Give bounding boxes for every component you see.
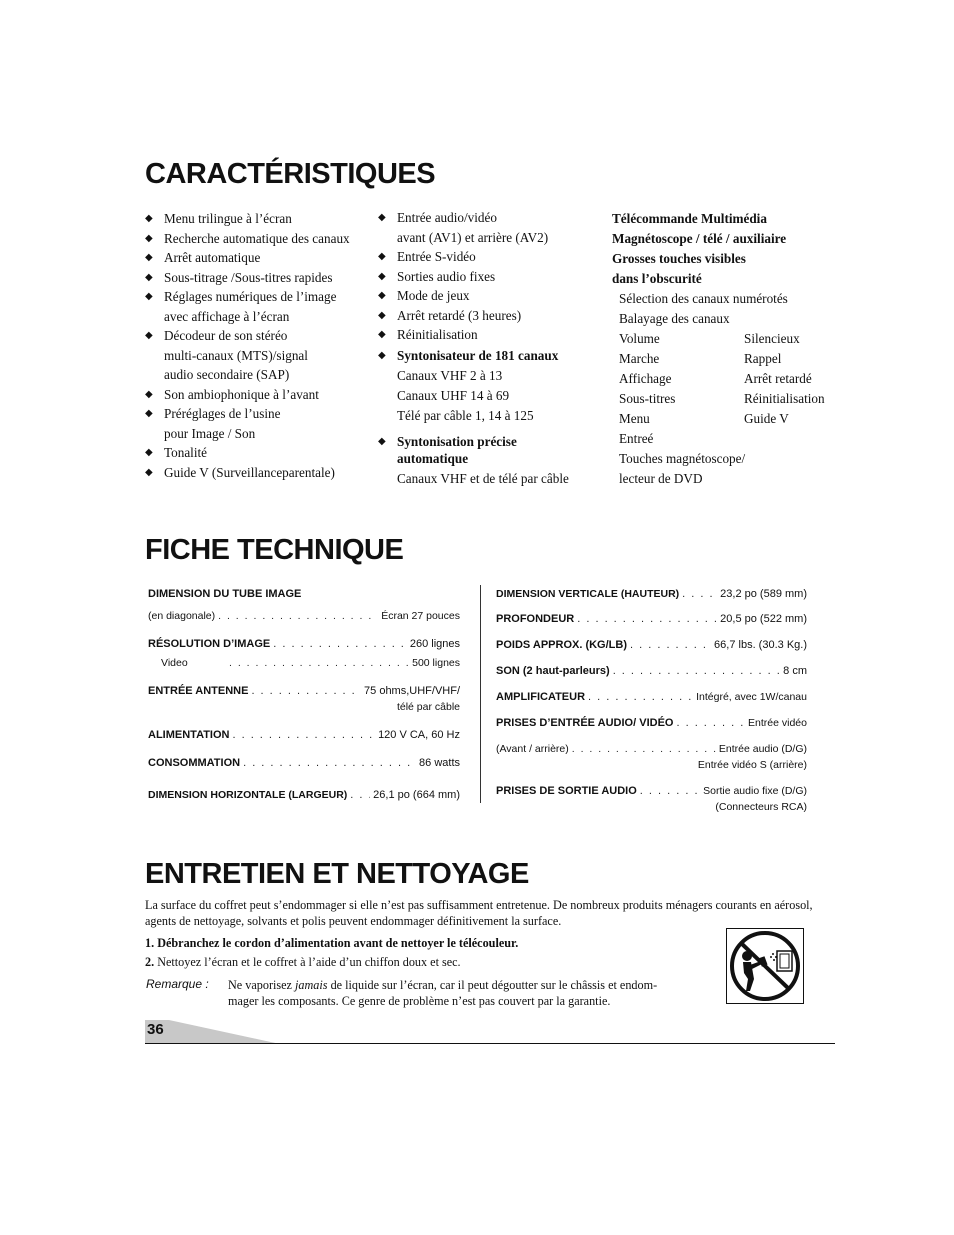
spec-sublabel: Video (161, 657, 188, 669)
feature-text: Recherche automatique des canaux (164, 230, 350, 246)
feature-item (145, 404, 370, 443)
spec-value: 8 cm (783, 665, 807, 677)
spec-label: DIMENSION HORIZONTALE (LARGEUR) (148, 789, 348, 801)
diamond-bullet-icon: ◆ (378, 212, 386, 223)
remote-key-pair (612, 409, 842, 429)
spec-row (148, 655, 460, 671)
spec-label: POIDS APPROX. (KG/LB) (496, 639, 627, 651)
tuner-line: Canaux VHF 2 à 13 (397, 368, 503, 383)
feature-text: Son ambiophonique à l’avant (164, 386, 319, 402)
remote-key: Sous-titres (619, 391, 676, 406)
care-title: ENTRETIEN ET NETTOYAGE (145, 858, 529, 890)
spec-label: ALIMENTATION (148, 729, 230, 741)
diamond-bullet-icon: ◆ (145, 232, 153, 244)
spec-row (496, 663, 807, 679)
feature-item (145, 443, 370, 463)
spec-value: Écran 27 pouces (381, 610, 460, 622)
feature-text: Tonalité (164, 445, 208, 460)
spec-label: DIMENSION VERTICALE (HAUTEUR) (496, 588, 680, 600)
feature-text: Préréglages de l’usine (164, 406, 281, 421)
spec-value: 500 lignes (412, 657, 460, 669)
remote-heading-line: dans l’obscurité (612, 271, 702, 286)
feature-text: Arrêt automatique (164, 250, 261, 265)
spec-row (148, 755, 460, 771)
feature-text: Menu trilingue à l’écran (164, 211, 292, 226)
step-number: 2. (145, 955, 155, 969)
spec-label: RÉSOLUTION D’IMAGE (148, 638, 271, 650)
remote-key-pair (612, 369, 842, 389)
spec-row (496, 783, 807, 799)
page-tab (145, 1020, 280, 1044)
remote-pairs (612, 329, 842, 429)
note-label: Remarque : (146, 977, 209, 991)
tuner-line: Canaux UHF 14 à 69 (397, 388, 510, 403)
spec-row (496, 611, 807, 627)
feature-item (378, 267, 603, 287)
remote-line: Sélection des canaux numérotés (619, 291, 788, 306)
spec-label: PRISES D’ENTRÉE AUDIO/ VIDÉO (496, 717, 674, 729)
diamond-bullet-icon: ◆ (378, 329, 386, 340)
specs-right (496, 586, 807, 815)
footer-rule (145, 1043, 835, 1044)
spec-sublabel: (Avant / arrière) (496, 743, 569, 755)
diamond-bullet-icon: ◆ (145, 388, 153, 400)
features-list-2 (378, 208, 603, 345)
spec-value: 120 V CA, 60 Hz (378, 729, 460, 741)
remote-key: Menu (619, 411, 650, 426)
remote-heading-line: Télécommande Multimédia (612, 211, 767, 226)
step-text: Débranchez le cordon d’alimentation avant de nettoyer le télécouleur. (157, 936, 519, 950)
spec-value: Sortie audio fixe (D/G) (703, 785, 807, 797)
feature-item (145, 326, 370, 385)
feature-text: avec affichage à l’écran (164, 308, 290, 324)
spec-row (148, 636, 460, 652)
spec-value: 260 lignes (409, 638, 460, 650)
feature-text: Réinitialisation (397, 327, 478, 342)
spec-row (496, 689, 807, 705)
spec-row (496, 741, 807, 757)
step-number: 1. (145, 936, 155, 950)
tuner-lines (378, 366, 603, 426)
feature-text: pour Image / Son (164, 425, 256, 441)
spec-row (496, 586, 807, 602)
note-text (228, 977, 708, 1009)
remote-key: Rappel (744, 351, 782, 366)
feature-item (378, 247, 603, 267)
feature-text: Sorties audio fixes (397, 268, 496, 284)
spec-label: AMPLIFICATEUR (496, 691, 586, 703)
diamond-bullet-icon: ◆ (145, 271, 153, 283)
feature-text: Réglages numériques de l’image (164, 289, 337, 304)
spec-sublabel: (en diagonale) (148, 610, 216, 622)
specs-left (148, 586, 460, 803)
spec-value: 23,2 po (589 mm) (720, 588, 807, 600)
remote-key: Marche (619, 351, 660, 366)
feature-item (145, 463, 370, 483)
spec-value: 66,7 lbs. (30.3 Kg.) (714, 639, 807, 651)
diamond-bullet-icon: ◆ (378, 251, 386, 262)
diamond-bullet-icon: ◆ (145, 213, 153, 224)
diamond-bullet-icon: ◆ (145, 252, 153, 263)
spec-label: PRISES DE SORTIE AUDIO (496, 785, 637, 797)
spec-value: Intégré, avec 1W/canau (696, 691, 807, 703)
finetune-title-1: Syntonisation précise (397, 434, 517, 449)
no-spray-icon (726, 928, 804, 1004)
feature-item (145, 287, 370, 326)
feature-text: Sous-titrage /Sous-titres rapides (164, 269, 333, 285)
remote-line: Touches magnétoscope/ (619, 451, 746, 466)
remote-tail (612, 429, 842, 489)
diamond-bullet-icon: ◆ (378, 350, 386, 361)
spec-label: ENTRÉE ANTENNE (148, 685, 249, 697)
finetune-title-2: automatique (397, 451, 469, 466)
diamond-bullet-icon: ◆ (378, 290, 386, 301)
feature-item (145, 209, 370, 229)
remote-heading (612, 209, 842, 289)
spec-value: 86 watts (419, 757, 460, 769)
spec-row (148, 608, 460, 624)
spec-row (148, 787, 460, 803)
feature-text: Entrée S-vidéo (397, 249, 476, 264)
diamond-bullet-icon: ◆ (378, 270, 386, 282)
page-number: 36 (147, 1021, 164, 1038)
feature-text: Entrée audio/vidéo (397, 210, 497, 225)
features-list-1 (145, 209, 370, 482)
feature-item (378, 306, 603, 326)
spec-row (496, 715, 807, 731)
spec-value: télé par câble (396, 701, 460, 713)
spec-value: Entrée vidéo (748, 717, 807, 729)
spec-label: DIMENSION DU TUBE IMAGE (148, 588, 302, 600)
remote-key: Arrêt retardé (744, 371, 812, 386)
spec-label: PROFONDEUR (496, 613, 575, 625)
spec-value: 26,1 po (664 mm) (373, 789, 460, 801)
care-step-2 (145, 954, 715, 970)
note-text-part: Ne vaporisez (228, 978, 296, 992)
feature-item (378, 286, 603, 306)
feature-text: avant (AV1) et arrière (AV2) (397, 229, 549, 245)
feature-text: multi-canaux (MTS)/signal (164, 347, 308, 363)
remote-key-pair (612, 389, 842, 409)
feature-item (378, 208, 603, 247)
remote-key: Affichage (619, 371, 672, 386)
remote-heading-line: Magnétoscope / télé / auxiliaire (612, 231, 787, 246)
specs-title: FICHE TECHNIQUE (145, 534, 404, 566)
diamond-bullet-icon: ◆ (145, 291, 153, 302)
spec-value: 20,5 po (522 mm) (720, 613, 807, 625)
spec-row (148, 683, 460, 699)
care-step-1 (145, 935, 715, 951)
feature-item (145, 268, 370, 288)
spec-value: Entrée audio (D/G) (718, 743, 807, 755)
remote-line: Balayage des canaux (619, 311, 730, 326)
feature-item (145, 229, 370, 249)
diamond-bullet-icon: ◆ (145, 447, 153, 458)
step-text: Nettoyez l’écran et le coffret à l’aide d’un chiffon doux et sec. (157, 955, 461, 969)
remote-key: Guide V (744, 411, 789, 426)
feature-text: Décodeur de son stéréo (164, 328, 288, 343)
diamond-bullet-icon: ◆ (145, 408, 153, 419)
spec-value: Entrée vidéo S (arrière) (697, 759, 807, 771)
diamond-bullet-icon: ◆ (145, 330, 153, 341)
remote-line: Entreé (619, 431, 654, 446)
remote-key: Volume (619, 331, 660, 346)
finetune-line: Canaux VHF et de télé par câble (397, 471, 569, 486)
diamond-bullet-icon: ◆ (378, 436, 386, 447)
features-title: CARACTÉRISTIQUES (145, 158, 436, 190)
spec-row (496, 637, 807, 653)
spec-value: (Connecteurs RCA) (715, 801, 807, 813)
remote-heading-line: Grosses touches visibles (612, 251, 746, 266)
remote-key: Silencieux (744, 331, 800, 346)
spec-value: 75 ohms,UHF/VHF/ (364, 685, 460, 697)
feature-item (145, 385, 370, 405)
tuner-title: Syntonisateur de 181 canaux (397, 348, 559, 363)
remote-key: Réinitialisation (744, 391, 825, 406)
remote-line: lecteur de DVD (619, 471, 703, 486)
feature-text: Arrêt retardé (3 heures) (397, 307, 522, 323)
feature-item (378, 325, 603, 345)
diamond-bullet-icon: ◆ (378, 309, 386, 321)
remote-key-pair (612, 349, 842, 369)
spec-label: CONSOMMATION (148, 757, 241, 769)
tuner-line: Télé par câble 1, 14 à 125 (397, 408, 534, 423)
spec-row (148, 727, 460, 743)
diamond-bullet-icon: ◆ (145, 466, 153, 478)
feature-text: audio secondaire (SAP) (164, 367, 290, 382)
tuner-block (378, 346, 603, 487)
remote-features (612, 209, 842, 489)
feature-text: Guide V (Surveillanceparentale) (164, 464, 335, 480)
feature-item (145, 248, 370, 268)
note-text-part: de liquide sur l’écran, car il peut dégoutter sur le châssis et endom- (327, 978, 658, 992)
note-emphasis: jamais (295, 978, 328, 992)
note-text-part: mager les composants. Ce genre de problème n’est pas couvert par la garantie. (228, 994, 611, 1008)
column-divider (480, 585, 481, 803)
spec-label: SON (2 haut-parleurs) (496, 665, 610, 677)
feature-text: Mode de jeux (397, 288, 470, 303)
remote-key-pair (612, 329, 842, 349)
care-intro: La surface du coffret peut s’endommager si elle n’est pas suffisamment entretenue. De nombreux produits ménagers courants en aérosol, agents de nettoyage, solvants et polis peuvent endommager définitivement la surface. (145, 898, 813, 928)
